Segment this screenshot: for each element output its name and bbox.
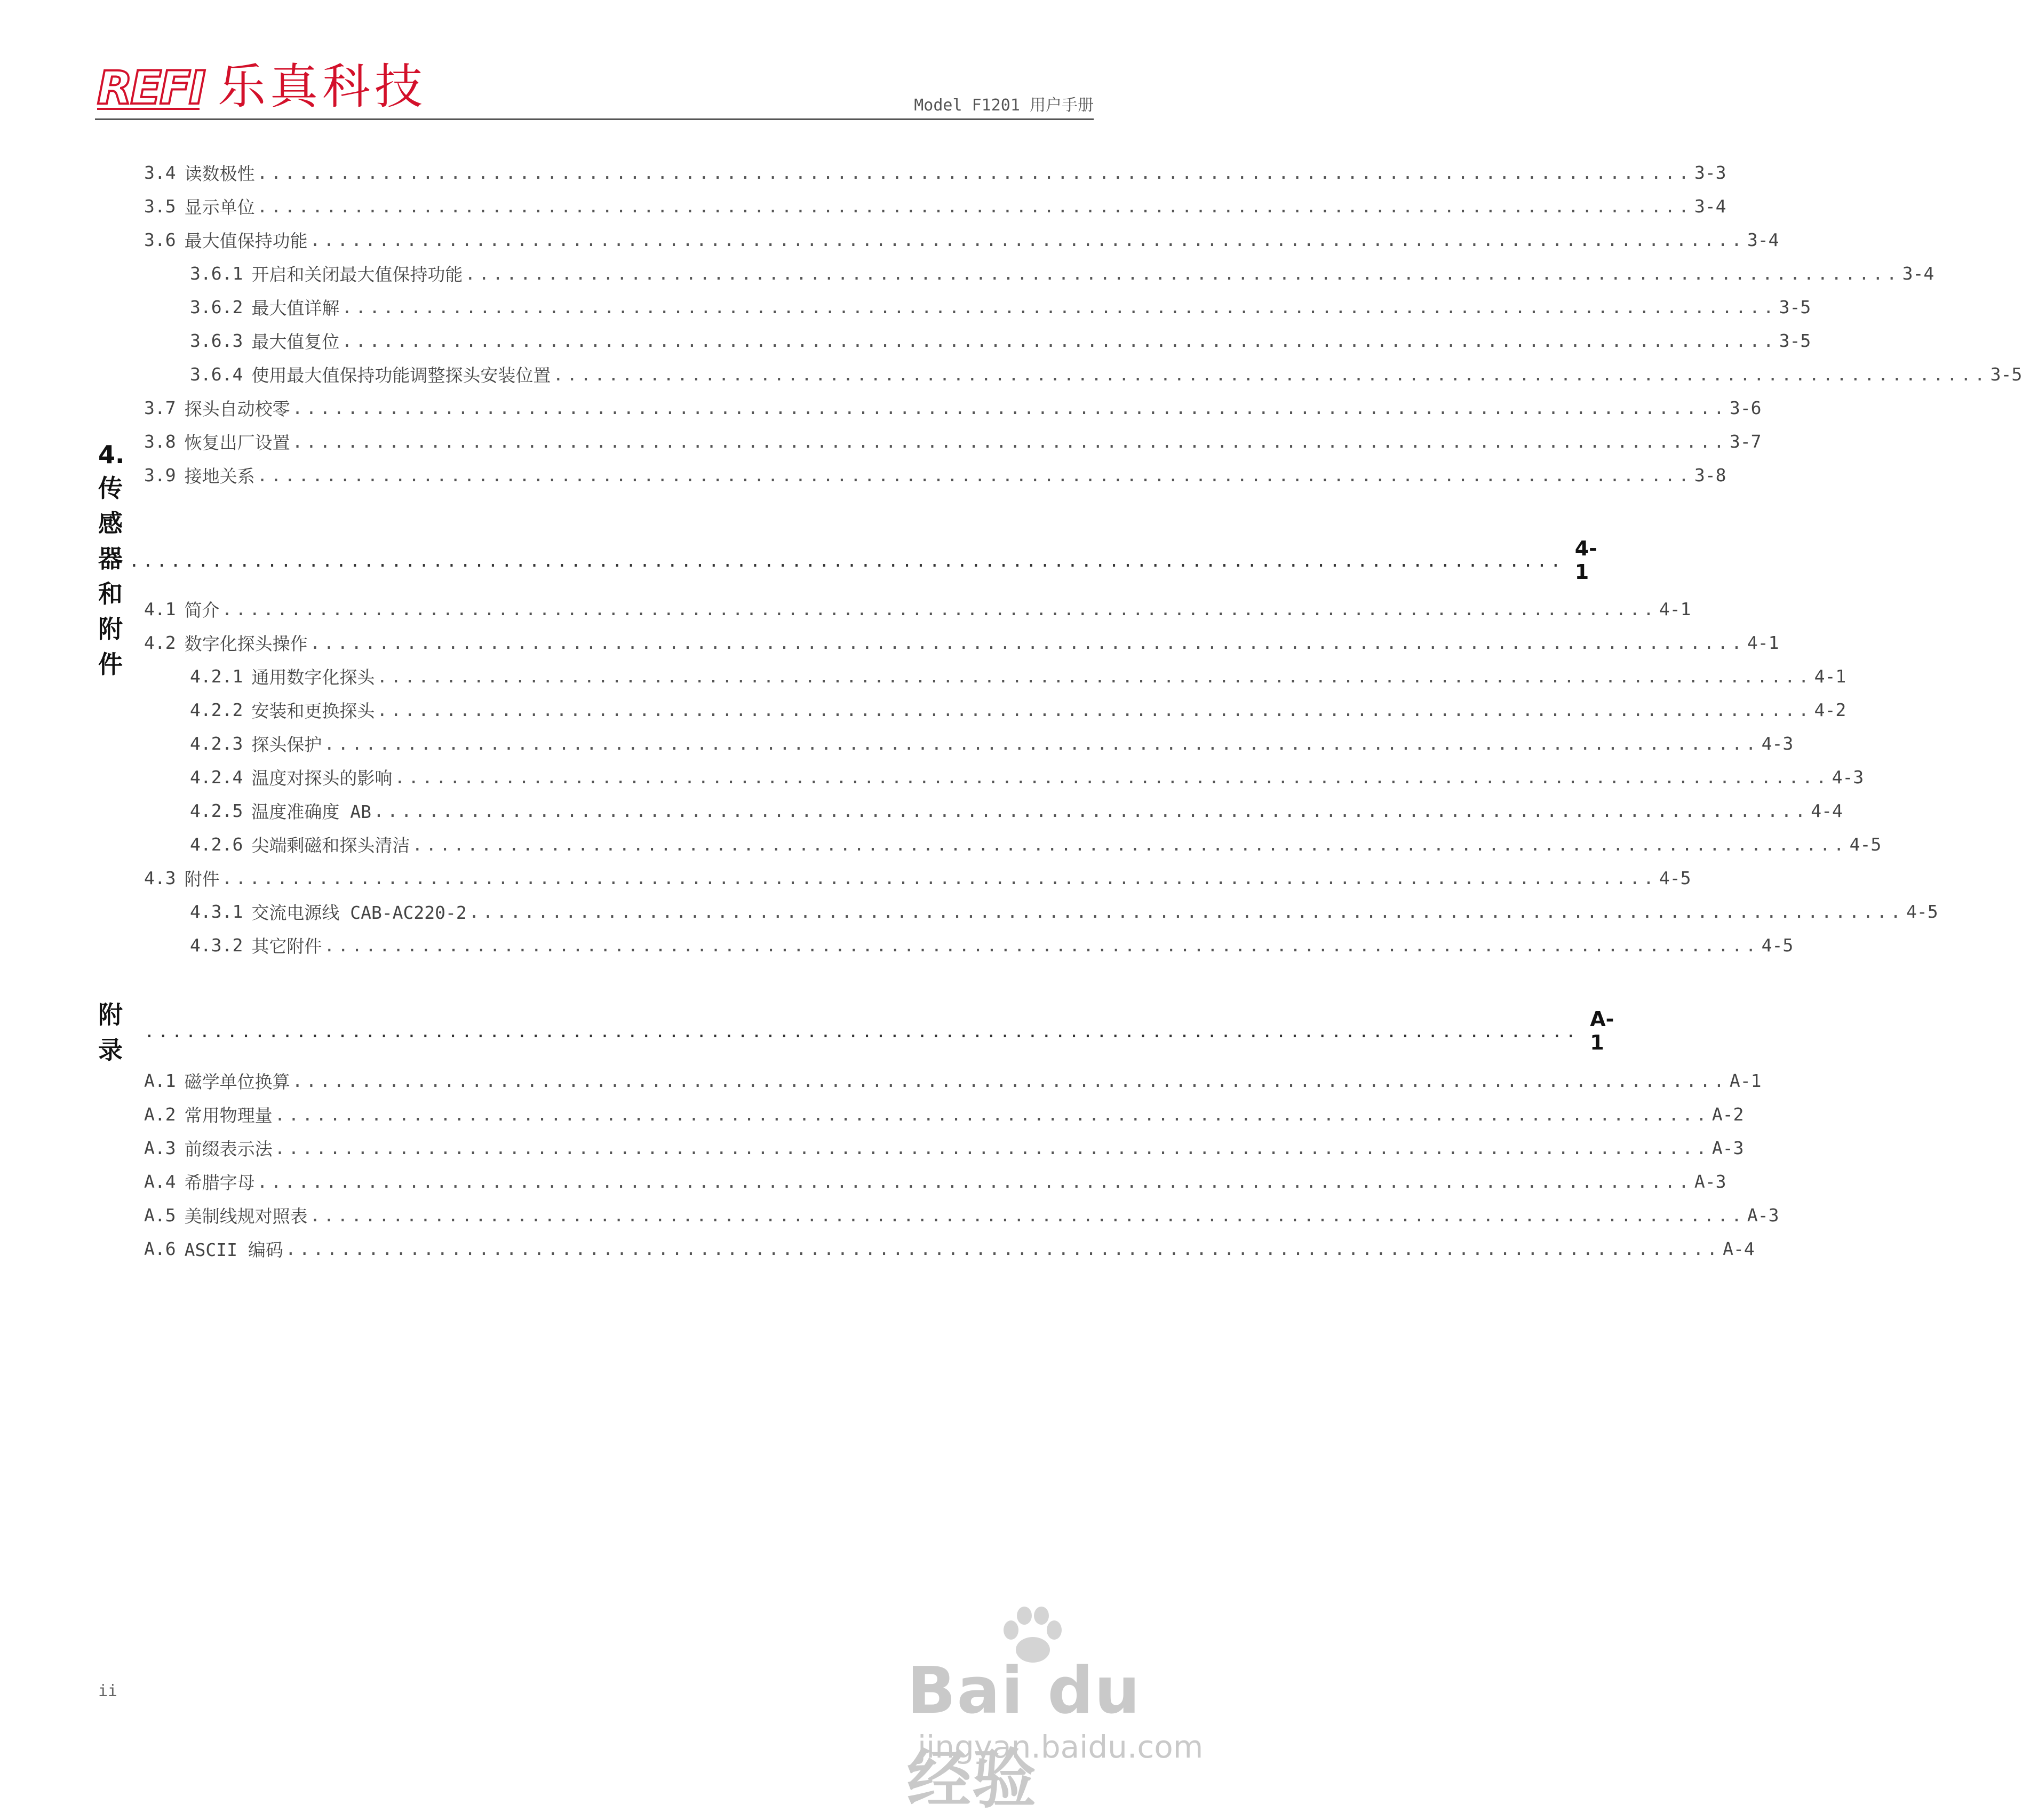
leader-dots: ........................................................................................................: [144, 1020, 1580, 1042]
toc-entry[interactable]: 4.1 简介 ........................................................................................................ 4-1: [144, 598, 1691, 621]
leader-dots: ........................................................................................................: [309, 229, 1745, 250]
leader-dots: ........................................................................................................: [468, 901, 1905, 922]
leader-dots: ........................................................................................................: [394, 766, 1830, 788]
leader-dots: ........................................................................................................: [377, 665, 1812, 687]
toc-entry[interactable]: A.4 希腊字母 ........................................................................................................ A-3: [144, 1171, 1726, 1193]
toc-entry[interactable]: 4.3.2 其它附件 ........................................................................................................ 4-5: [190, 934, 1794, 957]
svg-text:REFI: REFI: [97, 61, 204, 115]
refi-logo: [95, 60, 202, 113]
leader-dots: ........................................................................................................: [465, 263, 1900, 284]
leader-dots: ........................................................................................................: [341, 330, 1777, 351]
leader-dots: ........................................................................................................: [309, 1204, 1745, 1226]
toc-entry[interactable]: 4.2.6 尖端剩磁和探头清洁 ........................................................................................................ 4-5: [190, 833, 1882, 856]
toc-entry[interactable]: 4.3.1 交流电源线 CAB-AC220-2 ........................................................................................................ 4-5: [190, 901, 1938, 923]
toc-chapter-heading[interactable]: 4. 传感器和附件 ........................................................................................................ 4-1: [98, 440, 1597, 679]
toc-entry[interactable]: 3.7 探头自动校零 ........................................................................................................ 3-6: [144, 397, 1762, 419]
leader-dots: ........................................................................................................: [324, 733, 1760, 754]
toc-entry[interactable]: 3.6.4 使用最大值保持功能调整探头安装位置 ........................................................................................................ 3-5: [190, 363, 2022, 386]
toc-entry[interactable]: 3.6.3 最大值复位 ........................................................................................................ 3-5: [190, 330, 1811, 352]
leader-dots: ........................................................................................................: [292, 431, 1728, 452]
toc-entry[interactable]: 4.2 数字化探头操作 ........................................................................................................ 4-1: [144, 632, 1779, 654]
toc-entry[interactable]: 3.6 最大值保持功能 ........................................................................................................ 3-4: [144, 229, 1779, 251]
toc-entry[interactable]: A.5 美制线规对照表 ........................................................................................................ A-3: [144, 1204, 1779, 1227]
leader-dots: ........................................................................................................: [553, 363, 1988, 385]
leader-dots: ........................................................................................................: [257, 195, 1692, 217]
leader-dots: ........................................................................................................: [373, 800, 1809, 821]
toc-entry[interactable]: 4.2.2 安装和更换探头 ........................................................................................................ 4-2: [190, 699, 1846, 721]
leader-dots: ........................................................................................................: [221, 598, 1657, 619]
baidu-watermark: [896, 1606, 1216, 1817]
toc-entry[interactable]: 4.3 附件 ........................................................................................................ 4-5: [144, 867, 1691, 889]
toc-entry[interactable]: 4.2.1 通用数字化探头 ........................................................................................................ 4-1: [190, 665, 1846, 688]
leader-dots: ........................................................................................................: [285, 1238, 1721, 1259]
leader-dots: ........................................................................................................: [377, 699, 1812, 720]
toc-entry[interactable]: 3.6.2 最大值详解 ........................................................................................................ 3-5: [190, 296, 1811, 319]
page-number: ii: [98, 1682, 118, 1700]
leader-dots: ........................................................................................................: [412, 833, 1848, 855]
toc-entry[interactable]: 3.8 恢复出厂设置 ........................................................................................................ 3-7: [144, 431, 1762, 453]
leader-dots: ........................................................................................................: [324, 934, 1760, 956]
toc-entry[interactable]: A.3 前缀表示法 ........................................................................................................ A-3: [144, 1137, 1744, 1159]
leader-dots: ........................................................................................................: [221, 867, 1657, 888]
toc-entry[interactable]: A.1 磁学单位换算 ........................................................................................................ A-1: [144, 1070, 1762, 1092]
leader-dots: ........................................................................................................: [129, 550, 1564, 571]
leader-dots: ........................................................................................................: [341, 296, 1777, 317]
toc-entry[interactable]: 3.9 接地关系 ........................................................................................................ 3-8: [144, 464, 1726, 487]
leader-dots: ........................................................................................................: [257, 1171, 1692, 1192]
leader-dots: ........................................................................................................: [309, 632, 1745, 653]
toc-entry[interactable]: A.6 ASCII 编码 ........................................................................................................ A-4: [144, 1238, 1755, 1260]
logo-company-name: 乐真科技: [218, 59, 427, 115]
toc-entry[interactable]: A.2 常用物理量 ........................................................................................................ A-2: [144, 1103, 1744, 1126]
leader-dots: ........................................................................................................: [257, 464, 1692, 486]
toc-entry[interactable]: 4.2.4 温度对探头的影响 ........................................................................................................ 4-3: [190, 766, 1864, 789]
leader-dots: ........................................................................................................: [292, 397, 1728, 418]
leader-dots: ........................................................................................................: [257, 162, 1692, 183]
toc-appendix-heading[interactable]: 附录 ........................................................................................................ A-1: [98, 1000, 1614, 1064]
toc-entry[interactable]: 3.6.1 开启和关闭最大值保持功能 ........................................................................................................ 3-4: [190, 263, 1935, 285]
toc-entry[interactable]: 3.5 显示单位 ........................................................................................................ 3-4: [144, 195, 1726, 218]
header-divider: [95, 118, 1094, 120]
leader-dots: ........................................................................................................: [274, 1103, 1710, 1125]
toc-entry[interactable]: 4.2.3 探头保护 ........................................................................................................ 4-3: [190, 733, 1794, 755]
leader-dots: ........................................................................................................: [274, 1137, 1710, 1158]
watermark-brand: Bai du 经验: [907, 1654, 1141, 1817]
document-title: Model F1201 用户手册: [914, 96, 1094, 115]
watermark-url: jingyan.baidu.com: [918, 1729, 1204, 1765]
leader-dots: ........................................................................................................: [292, 1070, 1728, 1091]
toc-entry[interactable]: 3.4 读数极性 ........................................................................................................ 3-3: [144, 162, 1726, 184]
toc-entry[interactable]: 4.2.5 温度准确度 AB ........................................................................................................ 4-4: [190, 800, 1843, 822]
